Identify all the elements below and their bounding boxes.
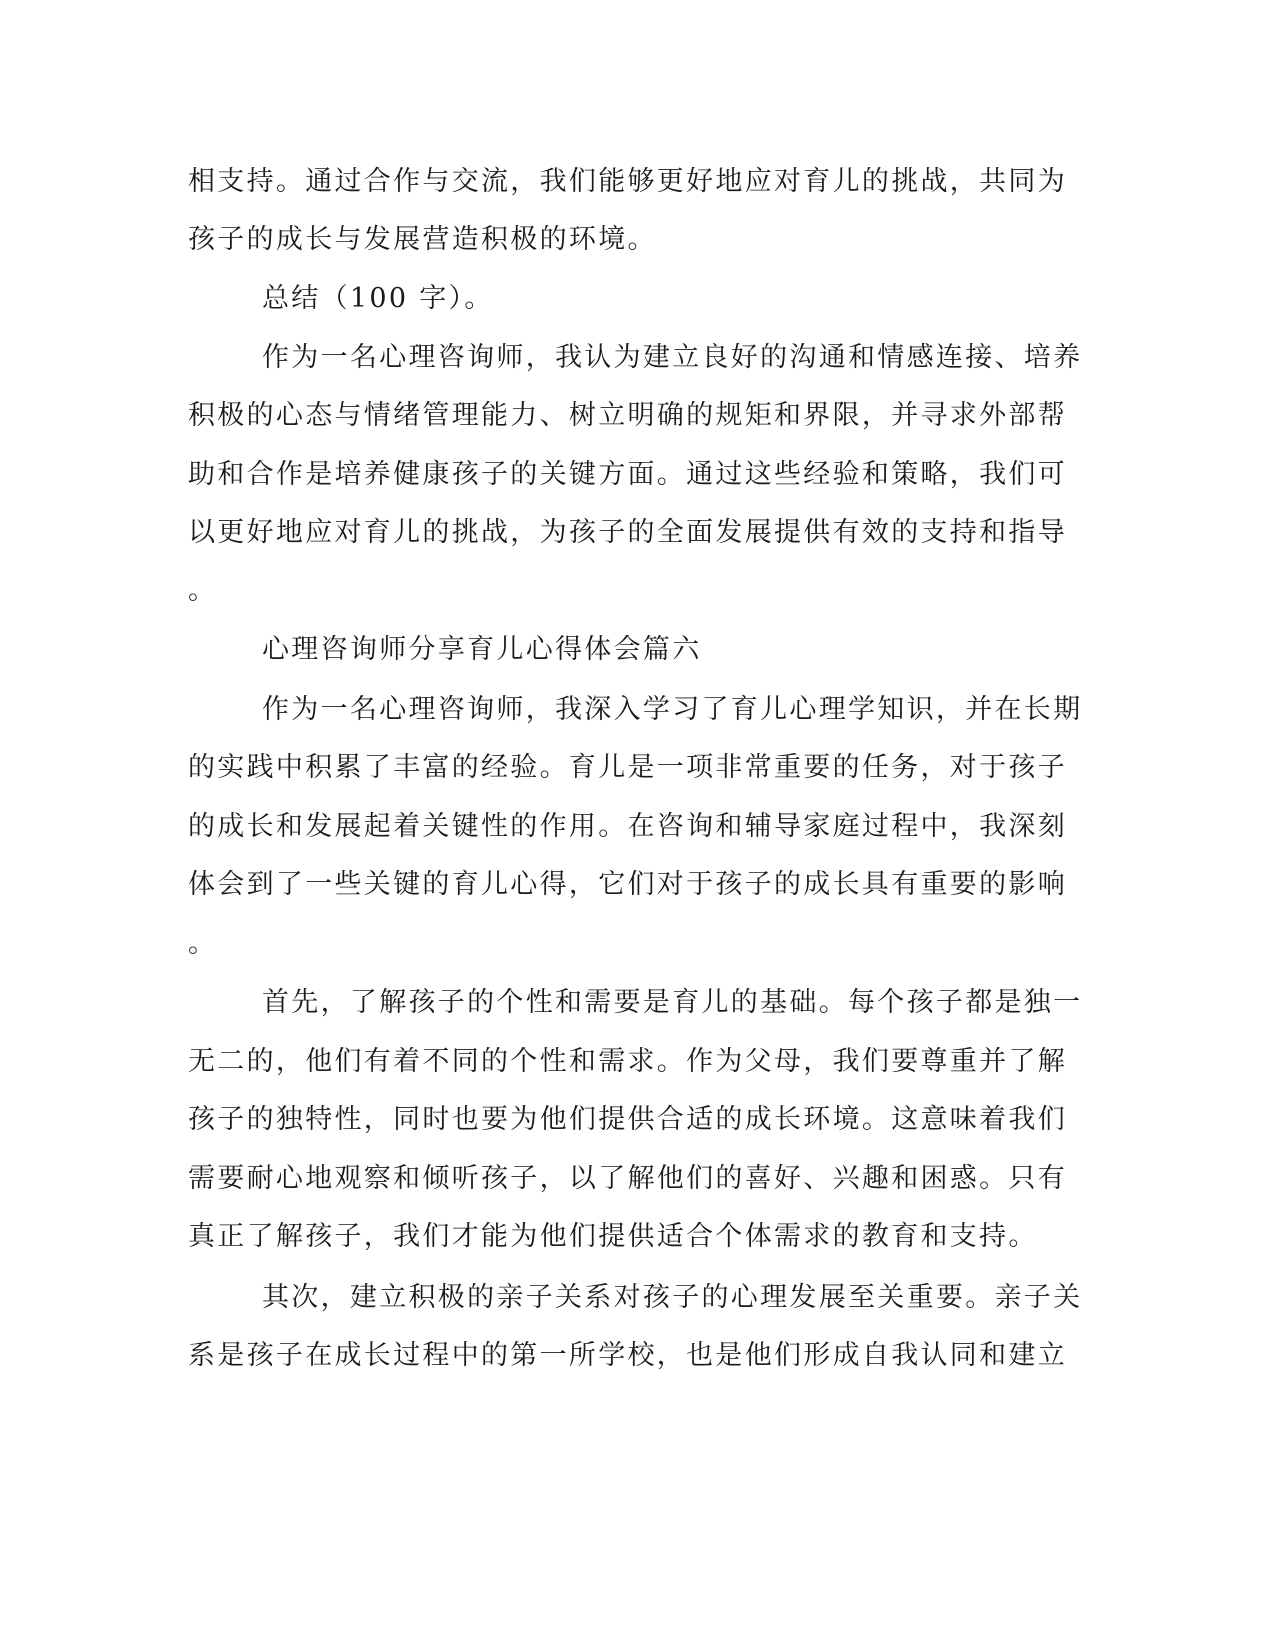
paragraph-first-line: 其次，建立积极的亲子关系对孩子的心理发展至关重要。亲子关 xyxy=(262,1282,1083,1313)
text-line: 相支持。通过合作与交流，我们能够更好地应对育儿的挑战，共同为 xyxy=(188,166,1067,197)
paragraph-first-line: 作为一名心理咨询师，我深入学习了育儿心理学知识，并在长期 xyxy=(262,694,1083,725)
text-line: 的成长和发展起着关键性的作用。在咨询和辅导家庭过程中，我深刻 xyxy=(188,811,1067,842)
paragraph-first-line: 首先，了解孩子的个性和需要是育儿的基础。每个孩子都是独一 xyxy=(262,987,1083,1018)
text-line: 孩子的成长与发展营造积极的环境。 xyxy=(188,224,657,255)
text-line: 。 xyxy=(188,575,218,606)
text-line: 孩子的独特性，同时也要为他们提供合适的成长环境。这意味着我们 xyxy=(188,1104,1067,1135)
text-line: 系是孩子在成长过程中的第一所学校，也是他们形成自我认同和建立 xyxy=(188,1340,1067,1371)
section-title: 心理咨询师分享育儿心得体会篇六 xyxy=(262,634,702,665)
paragraph-first-line: 作为一名心理咨询师，我认为建立良好的沟通和情感连接、培养 xyxy=(262,342,1083,373)
text-line: 的实践中积累了丰富的经验。育儿是一项非常重要的任务，对于孩子 xyxy=(188,752,1067,783)
text-line: 积极的心态与情绪管理能力、树立明确的规矩和界限，并寻求外部帮 xyxy=(188,400,1067,431)
text-line: 需要耐心地观察和倾听孩子，以了解他们的喜好、兴趣和困惑。只有 xyxy=(188,1163,1067,1194)
text-line: 以更好地应对育儿的挑战，为孩子的全面发展提供有效的支持和指导 xyxy=(188,517,1067,548)
text-line: 真正了解孩子，我们才能为他们提供适合个体需求的教育和支持。 xyxy=(188,1221,1038,1252)
text-line: 体会到了一些关键的育儿心得，它们对于孩子的成长具有重要的影响 xyxy=(188,869,1067,900)
text-line: 。 xyxy=(188,928,218,959)
text-line: 无二的，他们有着不同的个性和需求。作为父母，我们要尊重并了解 xyxy=(188,1046,1067,1077)
text-line: 助和合作是培养健康孩子的关键方面。通过这些经验和策略，我们可 xyxy=(188,459,1067,490)
section-summary-heading: 总结（100 字）。 xyxy=(262,283,494,314)
